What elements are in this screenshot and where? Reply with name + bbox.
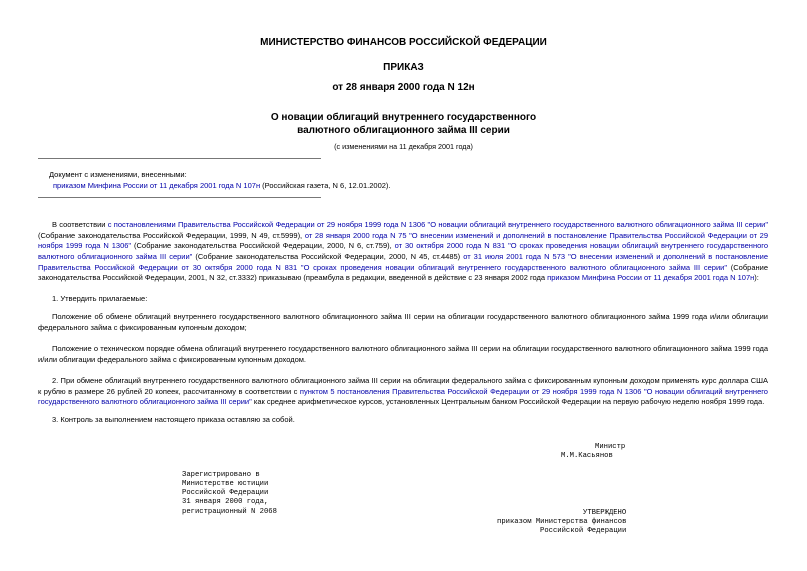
registration-line-3: Российской Федерации (182, 489, 269, 498)
preamble (38, 220, 768, 284)
preamble-text-5: (Собрание законодательства Российской Федерации, 2001, N 32, ст.3332) приказываю (преамбула в редакции, введенной в действие с 23 января 2002 года (38, 262, 768, 283)
changes-tail: (Российская газета, N 6, 12.01.2002). (260, 180, 391, 190)
item-2 (38, 376, 768, 408)
registration-line-5: регистрационный N 2068 (182, 507, 277, 516)
document-type: ПРИКАЗ (383, 62, 424, 73)
preamble-text-6: ): (754, 273, 759, 283)
registration-block (182, 471, 277, 517)
preamble-text-1: В соответствии (52, 220, 108, 229)
link-clause-5-resolution-1306[interactable]: пунктом 5 постановления Правительства Российской Федерации от 29 ноября 1999 года N 1306 "О новации облигаций внутреннего государственного валютного облигационного займа III серии" (38, 386, 768, 407)
item-2-text-1: 2. При обмене облигаций внутреннего государственного валютного облигационного займа III серии на облигации федерального займа с фиксированным купонным доходом применять курс доллара США к рублю в размере 26 рублей 20 копеек, рассчитанному в соответствии с (38, 376, 768, 396)
registration-line-1: Зарегистрировано в (182, 471, 260, 479)
link-resolution-831[interactable]: от 30 октября 2000 года N 831 "О сроках проведения новации облигаций внутреннего государственного валютного облигационного займа III серии" (38, 241, 768, 261)
title-line-2: валютного облигационного займа III серии (297, 124, 510, 136)
preamble-text-2: (Собрание законодательства Российской Федерации, 1999, N 49, ст.5999), (38, 230, 305, 240)
registration-line-4: 31 января 2000 года, (182, 498, 269, 507)
item-3: 3. Контроль за выполнением настоящего приказа оставляю за собой. (52, 415, 295, 424)
preamble-text-3: (Собрание законодательства Российской Федерации, 2000, N 6, ст.759), (131, 241, 395, 251)
amendments-note: (с изменениями на 11 декабря 2001 года) (334, 142, 473, 151)
link-resolution-573[interactable]: от 31 июля 2001 года N 573 "О внесении изменений и дополнений в постановление Правительства Российской Федерации от 30 октября 2000 года N 831 "О сроках проведения новации облигаций внутреннего государственного валютного облигационного займа III серии" (38, 251, 768, 272)
registration-line-2: Министерстве юстиции (182, 480, 269, 489)
item-1: 1. Утвердить прилагаемые: (52, 294, 148, 303)
item-1-regulation-b: Положение о техническом порядке обмена облигаций внутреннего государственного валютного облигационного займа III серии на облигации государственного валютного облигационного займа 1999 года и/или облигации федерального займа с фиксированным купонным доходом. (38, 344, 768, 364)
signature-position: Министр (595, 443, 626, 451)
item-2-text-2: как среднее арифметическое курсов, установленных Центральным банком Российской Федерации на первую рабочую неделю ноября 1999 года. (251, 397, 765, 407)
preamble-text-4: (Собрание законодательства Российской Федерации, 2000, N 45, ст.4485) (192, 251, 464, 261)
approved-line-3: Российской Федерации (540, 527, 627, 535)
approved-line-2: приказом Министерства финансов (497, 518, 627, 526)
document-title (0, 112, 807, 137)
changes-link[interactable]: приказом Минфина России от 11 декабря 2001 года N 107н (53, 180, 261, 190)
divider-bottom (38, 197, 321, 198)
signature-name: М.М.Касьянов (561, 452, 613, 460)
document-date-number: от 28 января 2000 года N 12н (332, 82, 475, 93)
link-order-107n[interactable]: приказом Минфина России от 11 декабря 2001 года N 107н (547, 273, 755, 283)
issuing-organization: МИНИСТЕРСТВО ФИНАНСОВ РОССИЙСКОЙ ФЕДЕРАЦИИ (260, 37, 547, 48)
changes-box (49, 170, 649, 191)
title-line-1: О новации облигаций внутреннего государственного (270, 112, 537, 123)
link-resolution-1306[interactable]: с постановлениями Правительства Российской Федерации от 29 ноября 1999 года N 1306 "О новации облигаций внутреннего государственного валютного облигационного займа III серии" (107, 220, 768, 229)
divider-top (38, 158, 321, 159)
approved-label: УТВЕРЖДЕНО (583, 509, 627, 517)
changes-intro: Документ с изменениями, внесенными: (49, 170, 187, 179)
item-1-regulation-a: Положение об обмене облигаций внутреннего государственного валютного облигационного займа III серии на облигации государственного валютного облигационного займа 1999 года и/или облигации федерального займа с фиксированным купонным доходом; (38, 312, 768, 332)
link-resolution-75[interactable]: от 28 января 2000 года N 75 "О внесении изменений и дополнений в постановление Правительства Российской Федерации от 29 ноября 1999 года N 1306" (38, 230, 768, 251)
